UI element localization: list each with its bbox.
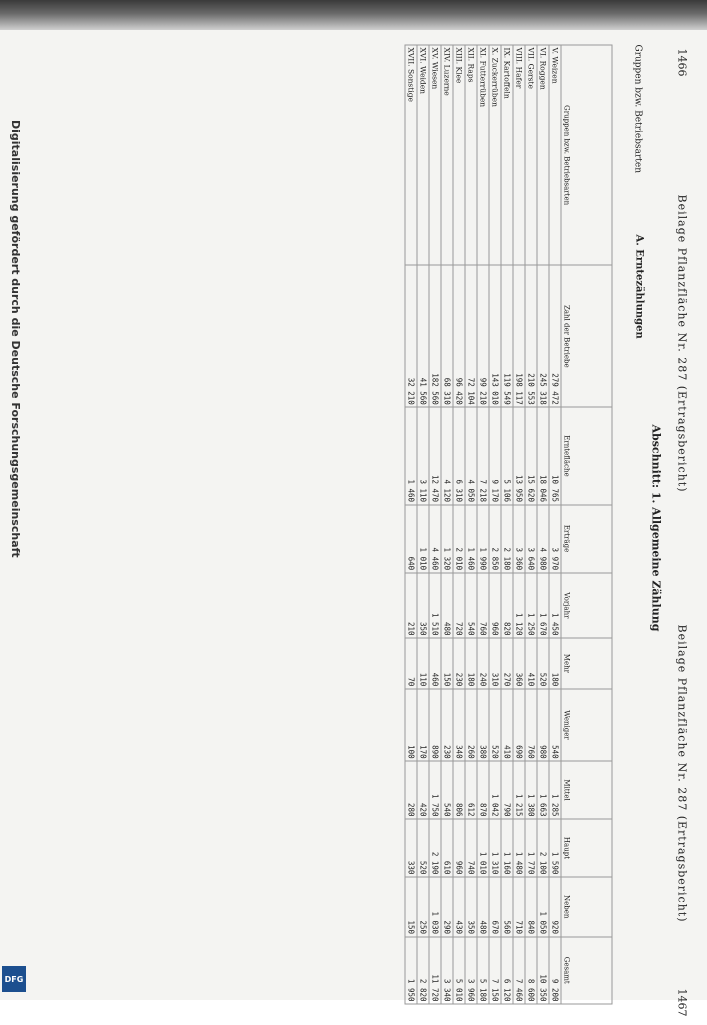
- table-cell: 640: [405, 505, 417, 573]
- row-label: XVII. Sonstige: [405, 45, 417, 265]
- table-cell: 520: [489, 689, 501, 761]
- table-cell: 150: [405, 877, 417, 937]
- table-cell: 1 663: [537, 761, 549, 819]
- column-header: Haupt: [561, 819, 612, 877]
- column-header: Gesamt: [561, 937, 612, 1004]
- table-cell: 420: [417, 761, 429, 819]
- table-cell: 250: [417, 877, 429, 937]
- table-cell: 198 117: [513, 265, 525, 407]
- table-cell: 520: [417, 819, 429, 877]
- table-cell: 1 590: [549, 819, 561, 877]
- column-header: Mehr: [561, 638, 612, 689]
- table-cell: 1 750: [429, 761, 441, 819]
- credit-text: Digitalisierung gefördert durch die Deutsche Forschungsgemeinschaft: [9, 120, 22, 558]
- rotated-content: [0, 25, 703, 1025]
- table-cell: 7 150: [489, 937, 501, 1004]
- row-label: X. Zuckerrüben: [489, 45, 501, 265]
- table-cell: 3 960: [465, 937, 477, 1004]
- table-cell: 1 120: [513, 573, 525, 638]
- table-cell: 760: [477, 573, 489, 638]
- table-cell: 119 549: [501, 265, 513, 407]
- table-cell: 18 046: [537, 407, 549, 504]
- column-header: Zahl der Betriebe: [561, 265, 612, 407]
- subheading-center: A. Erntezählungen: [633, 234, 645, 339]
- table-row: [465, 45, 477, 1004]
- table-cell: 1 770: [525, 819, 537, 877]
- subheading-left: Gruppen bzw. Betriebsarten: [632, 44, 643, 174]
- table-cell: 350: [417, 573, 429, 638]
- table-cell: 99 210: [477, 265, 489, 407]
- row-label: XIV. Luzerne: [441, 45, 453, 265]
- table-row: [489, 45, 501, 1004]
- table-cell: 670: [489, 877, 501, 937]
- table-cell: 2 190: [429, 819, 441, 877]
- table-cell: 12 470: [429, 407, 441, 504]
- table-cell: 840: [525, 877, 537, 937]
- table-cell: 100: [405, 689, 417, 761]
- column-header: Erntefläche: [561, 407, 612, 504]
- table-cell: 3 970: [549, 505, 561, 573]
- table-cell: 270: [501, 638, 513, 689]
- table-cell: 180: [549, 638, 561, 689]
- table-cell: 1 250: [525, 573, 537, 638]
- table-cell: 870: [477, 761, 489, 819]
- row-label: XII. Raps: [465, 45, 477, 265]
- column-header: Vorjahr: [561, 573, 612, 638]
- table-cell: 806: [453, 761, 465, 819]
- table-cell: 740: [465, 819, 477, 877]
- column-header: Gruppen bzw. Betriebsarten: [561, 45, 612, 265]
- table-cell: 760: [525, 689, 537, 761]
- row-label: V. Weizen: [549, 45, 561, 265]
- page-number-left: 1466: [675, 48, 689, 77]
- table-cell: 710: [513, 877, 525, 937]
- table-cell: 612: [465, 761, 477, 819]
- table-cell: 1 670: [537, 573, 549, 638]
- running-header-right: Beilage Pflanzfläche Nr. 287 (Ertragsbericht): [675, 624, 689, 923]
- table-cell: 15 620: [525, 407, 537, 504]
- row-label: VIII. Hafer: [513, 45, 525, 265]
- table-cell: 1 010: [417, 505, 429, 573]
- table-cell: 330: [405, 819, 417, 877]
- column-header: Mittel: [561, 761, 612, 819]
- table-cell: 1 285: [549, 761, 561, 819]
- table-cell: 960: [489, 573, 501, 638]
- table-cell: 10 350: [537, 937, 549, 1004]
- table-cell: 480: [441, 573, 453, 638]
- page-number-right: 1467: [675, 988, 689, 1017]
- table-row: [549, 45, 561, 1004]
- table-cell: 1 310: [489, 819, 501, 877]
- table-cell: 9 200: [549, 937, 561, 1004]
- table-cell: 1 380: [525, 761, 537, 819]
- table-cell: 6 310: [453, 407, 465, 504]
- table-cell: 9 170: [489, 407, 501, 504]
- table-cell: 70: [405, 638, 417, 689]
- table-cell: 4 980: [537, 505, 549, 573]
- table-cell: 820: [501, 573, 513, 638]
- header-row: [561, 45, 612, 1004]
- row-label: VII. Gerste: [525, 45, 537, 265]
- table-cell: 2 010: [453, 505, 465, 573]
- table-body: [405, 45, 561, 1004]
- row-label: XVI. Weiden: [417, 45, 429, 265]
- table-cell: 610: [441, 819, 453, 877]
- table-cell: 230: [453, 638, 465, 689]
- row-label: IX. Kartoffeln: [501, 45, 513, 265]
- table-cell: 245 318: [537, 265, 549, 407]
- table-cell: 1 010: [477, 819, 489, 877]
- table-cell: 980: [537, 689, 549, 761]
- table-cell: 4 120: [441, 407, 453, 504]
- table-cell: 920: [549, 877, 561, 937]
- row-label: XV. Wiesen: [429, 45, 441, 265]
- table-cell: 1 460: [405, 407, 417, 504]
- table-row: [453, 45, 465, 1004]
- table-cell: 3 360: [513, 505, 525, 573]
- table-cell: 32 210: [405, 265, 417, 407]
- row-label: XIII. Klee: [453, 45, 465, 265]
- table-header: [561, 45, 612, 1004]
- table-cell: 1 042: [489, 761, 501, 819]
- table-cell: 170: [417, 689, 429, 761]
- table-cell: 430: [453, 877, 465, 937]
- table-cell: 290: [441, 877, 453, 937]
- table-cell: 360: [513, 638, 525, 689]
- table-row: [477, 45, 489, 1004]
- table-cell: 68 310: [441, 265, 453, 407]
- statistics-table: [405, 45, 613, 1005]
- dfg-logo-text: DFG: [4, 974, 24, 984]
- table-cell: 310: [489, 638, 501, 689]
- running-header-left: Beilage Pflanzfläche Nr. 287 (Ertragsbericht): [675, 194, 689, 493]
- table-cell: 5 180: [477, 937, 489, 1004]
- table-cell: 410: [525, 638, 537, 689]
- table-row: [537, 45, 549, 1004]
- table-cell: 280: [405, 761, 417, 819]
- row-label: VI. Roggen: [537, 45, 549, 265]
- table-cell: 1 050: [537, 877, 549, 937]
- table-cell: 7 218: [477, 407, 489, 504]
- table-cell: 7 460: [513, 937, 525, 1004]
- table-cell: 790: [501, 761, 513, 819]
- table-cell: 960: [453, 819, 465, 877]
- section-title: Abschnitt: 1. Allgemeine Zählung: [649, 424, 663, 632]
- table-cell: 1 160: [501, 819, 513, 877]
- table-cell: 2 850: [489, 505, 501, 573]
- table-row: [525, 45, 537, 1004]
- table-cell: 182 560: [429, 265, 441, 407]
- table-cell: 72 104: [465, 265, 477, 407]
- row-label: XI. Futterrüben: [477, 45, 489, 265]
- table-cell: 1 510: [429, 573, 441, 638]
- table-cell: 460: [429, 638, 441, 689]
- table-cell: 279 472: [549, 265, 561, 407]
- table-cell: 1 450: [549, 573, 561, 638]
- table-cell: 143 010: [489, 265, 501, 407]
- table-cell: 890: [429, 689, 441, 761]
- table-cell: 480: [477, 877, 489, 937]
- table-cell: 5 106: [501, 407, 513, 504]
- table-cell: 3 640: [525, 505, 537, 573]
- table-cell: 11 720: [429, 937, 441, 1004]
- table-cell: 150: [441, 638, 453, 689]
- column-header: Weniger: [561, 689, 612, 761]
- table-cell: 3 110: [417, 407, 429, 504]
- table-cell: 410: [501, 689, 513, 761]
- table-cell: 260: [465, 689, 477, 761]
- table-cell: 720: [453, 573, 465, 638]
- table-row: [441, 45, 453, 1004]
- table-cell: 3 340: [441, 937, 453, 1004]
- table-cell: 230: [441, 689, 453, 761]
- table-cell: 380: [477, 689, 489, 761]
- table-cell: 2 820: [417, 937, 429, 1004]
- table-cell: 5 010: [453, 937, 465, 1004]
- table-cell: 1 030: [429, 877, 441, 937]
- table-cell: 1 460: [465, 505, 477, 573]
- table-cell: 4 050: [465, 407, 477, 504]
- table-row: [429, 45, 441, 1004]
- table-cell: 10 765: [549, 407, 561, 504]
- table-cell: 210: [405, 573, 417, 638]
- table-cell: 540: [549, 689, 561, 761]
- table-cell: 540: [441, 761, 453, 819]
- column-header: Erträge: [561, 505, 612, 573]
- table-row: [513, 45, 525, 1004]
- table-row: [405, 45, 417, 1004]
- table-cell: 110: [417, 638, 429, 689]
- table-cell: 520: [537, 638, 549, 689]
- table-cell: 96 420: [453, 265, 465, 407]
- table-cell: 2 100: [537, 819, 549, 877]
- table-cell: 1 320: [441, 505, 453, 573]
- table-cell: 4 460: [429, 505, 441, 573]
- table-cell: 210 553: [525, 265, 537, 407]
- table-cell: 690: [513, 689, 525, 761]
- table-cell: 8 600: [525, 937, 537, 1004]
- table-cell: 6 120: [501, 937, 513, 1004]
- table-cell: 560: [501, 877, 513, 937]
- table-cell: 540: [465, 573, 477, 638]
- table-cell: 1 990: [477, 505, 489, 573]
- table-cell: 41 560: [417, 265, 429, 407]
- table-cell: 1 950: [405, 937, 417, 1004]
- table-cell: 1 215: [513, 761, 525, 819]
- table-cell: 13 950: [513, 407, 525, 504]
- table-cell: 350: [465, 877, 477, 937]
- table-cell: 1 480: [513, 819, 525, 877]
- column-header: Neben: [561, 877, 612, 937]
- table-row: [417, 45, 429, 1004]
- table-row: [501, 45, 513, 1004]
- table-cell: 340: [453, 689, 465, 761]
- table-cell: 2 180: [501, 505, 513, 573]
- table-cell: 180: [465, 638, 477, 689]
- table-cell: 240: [477, 638, 489, 689]
